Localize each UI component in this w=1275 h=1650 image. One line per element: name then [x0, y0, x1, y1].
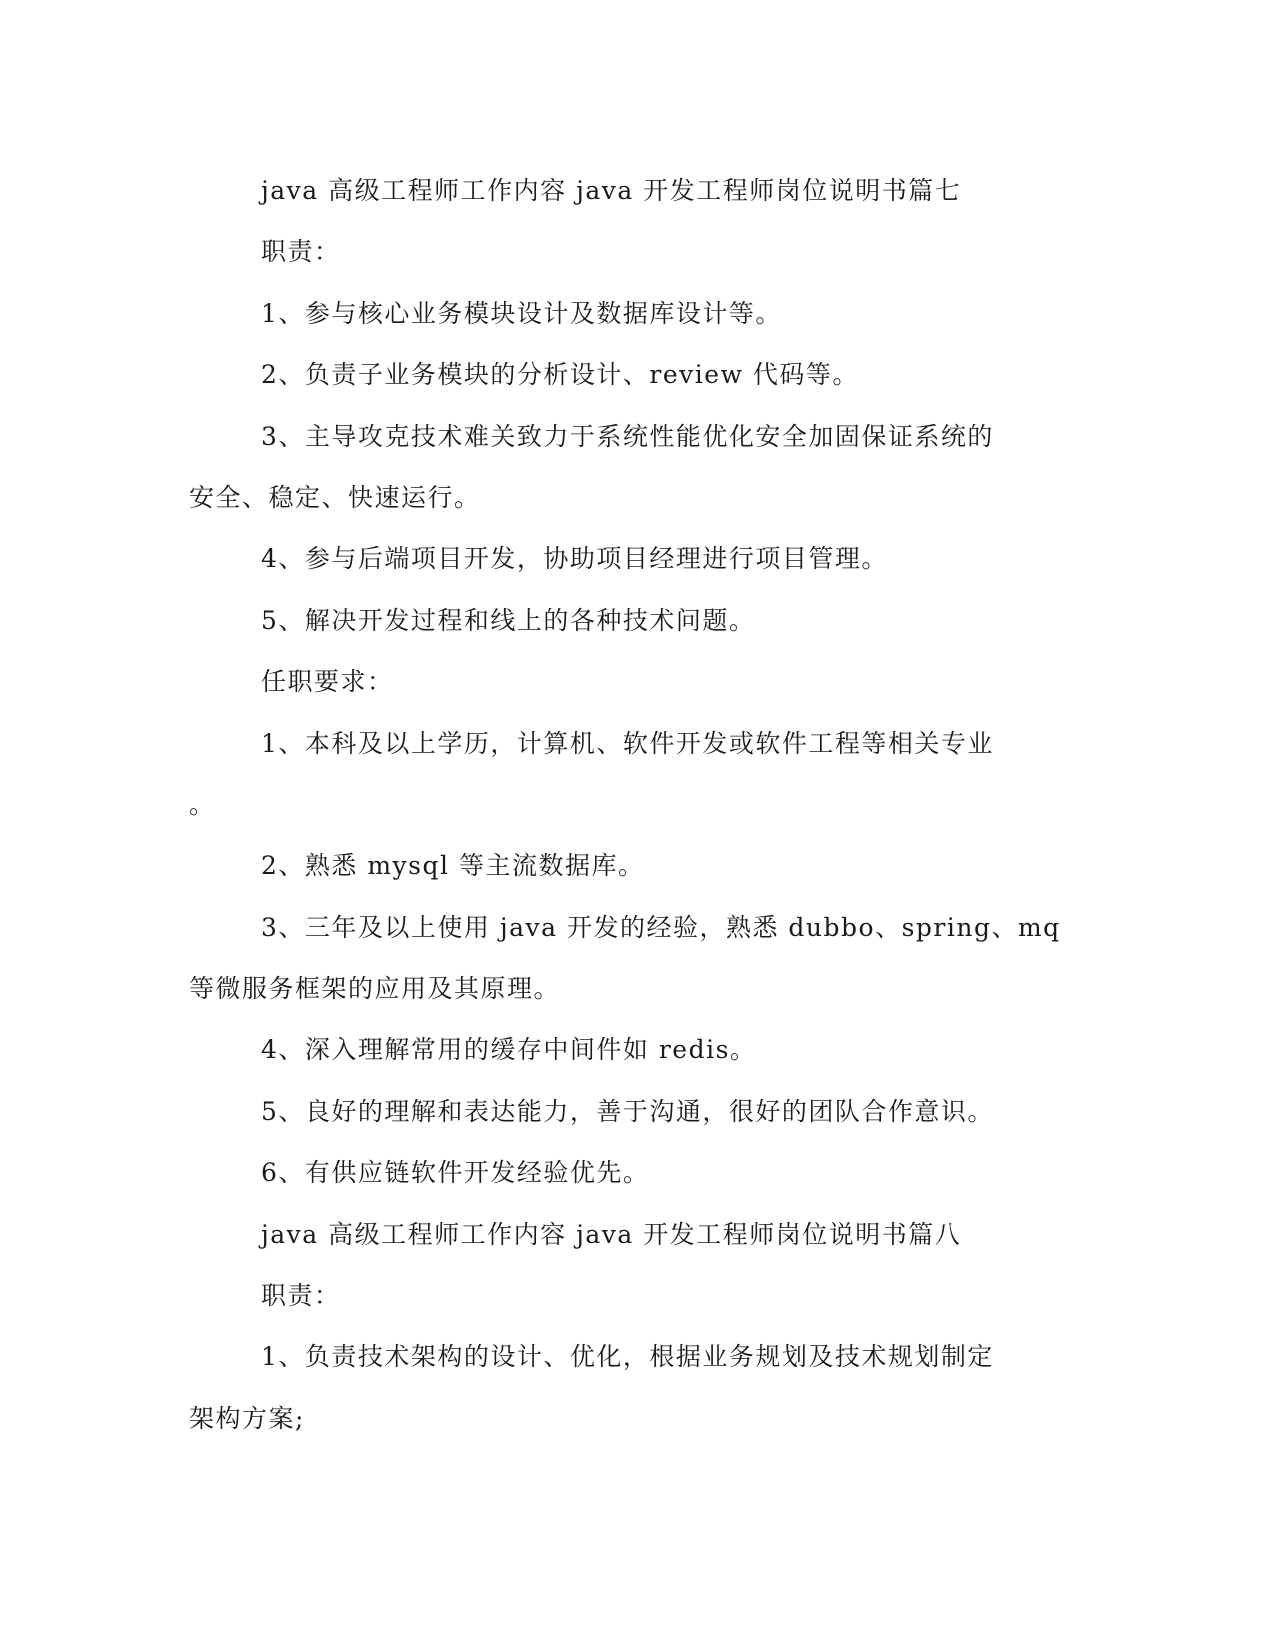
duty-item-4: 4、参与后端项目开发，协助项目经理进行项目管理。 — [261, 544, 888, 574]
requirement-item-3: 3、三年及以上使用 java 开发的经验，熟悉 dubbo、spring、mq — [261, 912, 1061, 942]
requirement-item-6: 6、有供应链软件开发经验优先。 — [261, 1158, 650, 1188]
requirement-item-1-continued: 。 — [189, 789, 216, 819]
duty-item-1: 1、参与核心业务模块设计及数据库设计等。 — [261, 298, 782, 328]
duties-heading-8: 职责： — [261, 1281, 341, 1311]
requirements-heading: 任职要求： — [261, 667, 394, 697]
document-body — [189, 160, 1069, 1449]
duty-item-3-continued: 安全、稳定、快速运行。 — [189, 482, 481, 512]
duty-item-2: 2、负责子业务模块的分析设计、review 代码等。 — [261, 360, 859, 390]
requirement-item-5: 5、良好的理解和表达能力，善于沟通，很好的团队合作意识。 — [261, 1096, 994, 1126]
section-heading-8: java 高级工程师工作内容 java 开发工程师岗位说明书篇八 — [261, 1219, 962, 1249]
duty-8-item-1-continued: 架构方案; — [189, 1403, 305, 1433]
requirement-item-3-continued: 等微服务框架的应用及其原理。 — [189, 974, 561, 1004]
duty-8-item-1: 1、负责技术架构的设计、优化，根据业务规划及技术规划制定 — [261, 1342, 994, 1372]
duties-heading: 职责： — [261, 237, 341, 267]
duty-item-5: 5、解决开发过程和线上的各种技术问题。 — [261, 605, 756, 635]
requirement-item-1: 1、本科及以上学历，计算机、软件开发或软件工程等相关专业 — [261, 728, 994, 758]
requirement-item-4: 4、深入理解常用的缓存中间件如 redis。 — [261, 1035, 757, 1065]
duty-item-3: 3、主导攻克技术难关致力于系统性能优化安全加固保证系统的 — [261, 421, 994, 451]
requirement-item-2: 2、熟悉 mysql 等主流数据库。 — [261, 851, 645, 881]
section-heading-7: java 高级工程师工作内容 java 开发工程师岗位说明书篇七 — [261, 176, 962, 205]
